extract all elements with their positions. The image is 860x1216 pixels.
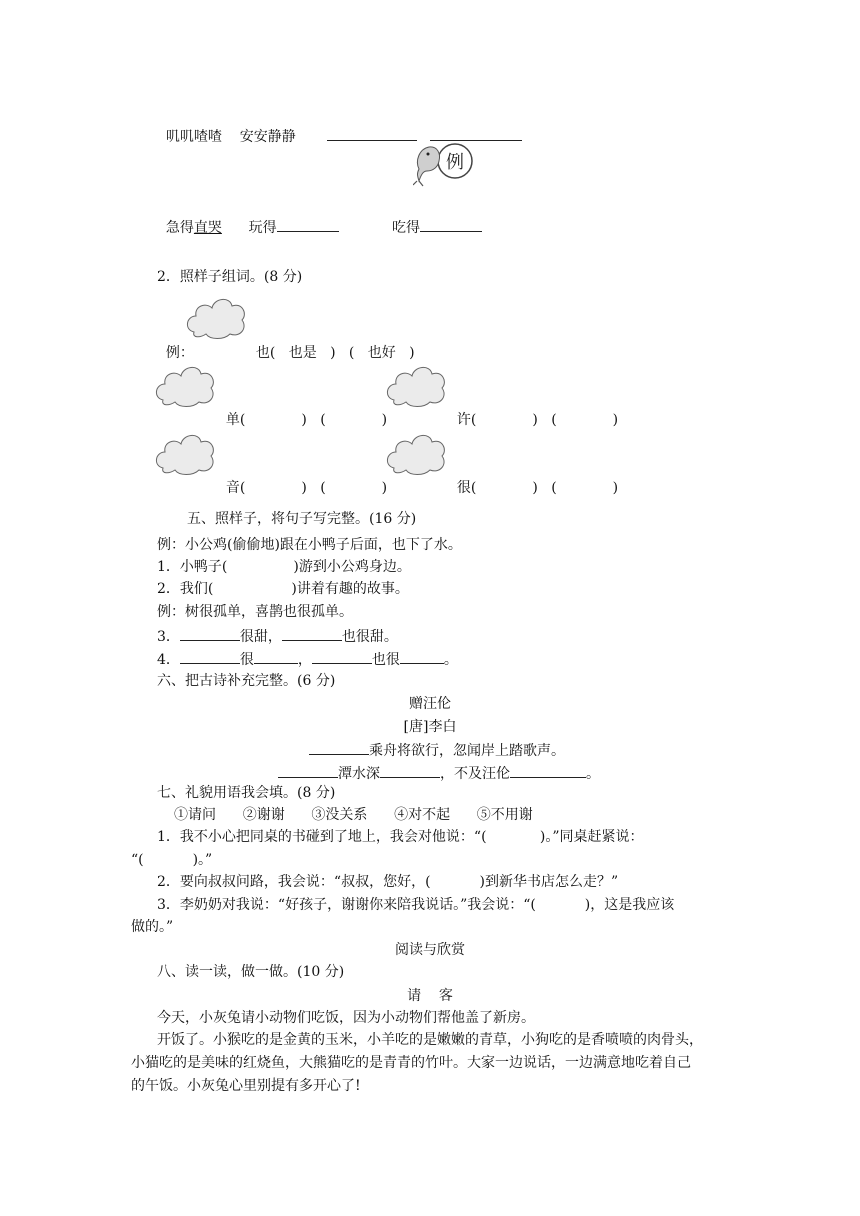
section-5-q4 [157,649,458,669]
example-word-1: 也是 [288,345,317,361]
word-pair-2: 安安静静 [239,129,296,145]
poem-blank-2[interactable] [278,763,338,778]
example-char: 也( [255,345,276,361]
eat-de-label: 吃得 [392,220,421,236]
q4-blank-2[interactable] [254,649,298,664]
paren-end: ) [612,480,619,496]
char-label: 单( [225,412,246,428]
example-row-de [157,199,482,237]
story-paragraph-2-line-2: 小猫吃的是美味的红烧鱼，大熊猫吃的是青青的竹叶。大家一边说话，一边满意地吃着自己 [131,1055,691,1071]
section-8-title: 八、读一读，做一做。(10 分) [157,964,345,980]
example-prefix: 急得 [165,220,194,236]
polite-options: ①请问 ②谢谢 ③没关系 ④对不起 ⑤不用谢 [174,807,533,823]
example-label: 例 [446,152,464,173]
section-7-title: 七、礼貌用语我会填。(8 分) [157,785,336,801]
cloud-icon [155,360,217,408]
section-7-q3-a: 3．李奶奶对我说：“好孩子，谢谢你来陪我说话。”我会说：“( )，这是我应该 [157,897,675,913]
q4-blank-1[interactable] [180,649,240,664]
paren-end: ) [612,412,619,428]
section-6-title: 六、把古诗补充完整。(6 分) [157,673,336,689]
poem-line-1-text: 乘舟将欲行，忽闻岸上踏歌声。 [369,743,565,759]
poem-title: 赠汪伦 [409,696,451,712]
char-label: 许( [456,412,477,428]
example-underlined: 直哭 [193,220,222,236]
reading-heading: 阅读与欣赏 [395,942,465,958]
example-prefix: 例： [165,345,194,361]
section-5-title: 五、照样子，将句子写完整。(16 分) [187,511,417,527]
poem-blank-1[interactable] [309,740,369,755]
char-label: 很( [456,480,477,496]
story-paragraph-2-line-1: 开饭了。小猴吃的是金黄的玉米，小羊吃的是嫩嫩的青草，小狗吃的是香喷喷的肉骨头， [157,1032,703,1048]
paren-end: ) [409,345,415,361]
play-blank[interactable] [277,217,339,232]
paren-mid: ) ( [532,480,557,496]
cloud-icon [386,360,448,408]
story-paragraph-1: 今天，小灰兔请小动物们吃饭，因为小动物们帮他盖了新房。 [157,1010,535,1026]
poem-line-2-c: 。 [586,766,600,782]
eat-blank[interactable] [420,217,482,232]
section-7-q2: 2．要向叔叔问路，我会说：“叔叔，您好，( )到新华书店怎么走？” [157,874,619,890]
q4-blank-4[interactable] [400,649,444,664]
paren-mid: ) ( [301,412,326,428]
q2-suffix: )讲着有趣的故事。 [291,581,409,597]
section-7-q1-b: “( )。” [131,852,213,868]
poem-author: [唐]李白 [403,719,457,735]
poem-blank-4[interactable] [510,763,586,778]
q4-prefix: 4． [157,652,180,668]
paren-end: ) [381,480,388,496]
q4-blank-3[interactable] [312,649,372,664]
paren-mid: ) ( [330,345,355,361]
section-7-q1-a: 1．我不小心把同桌的书碰到了地上，我会对他说：“( )。”同桌赶紧说： [157,829,644,845]
q3-suffix: 也很甜。 [341,629,398,645]
word-item-xu [448,393,618,429]
q3-blank-2[interactable] [282,626,342,641]
poem-line-2-b: ，不及汪伦 [440,766,510,782]
q1-prefix: 1．小鸭子( [157,559,228,575]
section-7-q3-b: 做的。” [131,919,174,935]
example-word-2: 也好 [367,345,396,361]
q3-blank-1[interactable] [180,626,240,641]
section-5-example-2: 例：树很孤单，喜鹊也很孤单。 [157,604,353,620]
poem-line-2 [278,763,600,783]
dolphin-example-icon [413,139,473,187]
q2-title: 2．照样子组词。(8 分) [157,269,303,285]
story-paragraph-2-line-3: 的午饭。小灰兔心里别提有多开心了! [131,1078,361,1094]
section-5-example-1: 例：小公鸡(偷偷地)跟在小鸭子后面，也下了水。 [157,537,462,553]
play-de-label: 玩得 [248,220,277,236]
story-title: 请 客 [407,988,453,1004]
cloud-icon [386,428,448,476]
paren-mid: ) ( [301,480,326,496]
q3-prefix: 3． [157,629,180,645]
cloud-icon [155,428,217,476]
section-5-q2 [157,580,409,598]
word-pair-1: 叽叽喳喳 [165,129,222,145]
blank-1[interactable] [327,126,417,141]
q1-suffix: )游到小公鸡身边。 [293,559,411,575]
paren-end: ) [381,412,388,428]
word-item-yin [217,461,387,497]
paren-mid: ) ( [532,412,557,428]
word-item-dan [217,393,387,429]
q2-example-row [157,326,415,362]
q4-hen: 很 [239,652,254,668]
q3-mid: 很甜， [239,629,282,645]
word-item-hen [448,461,618,497]
section-5-q1 [157,558,411,576]
section-5-q3 [157,626,398,646]
char-label: 音( [225,480,246,496]
q2-prefix: 2．我们( [157,581,214,597]
poem-blank-3[interactable] [380,763,440,778]
q4-comma: ， [297,652,312,668]
q4-end: 。 [443,652,458,668]
poem-line-1 [309,740,565,760]
poem-line-2-a: 潭水深 [338,766,380,782]
q4-yehen: 也很 [371,652,400,668]
